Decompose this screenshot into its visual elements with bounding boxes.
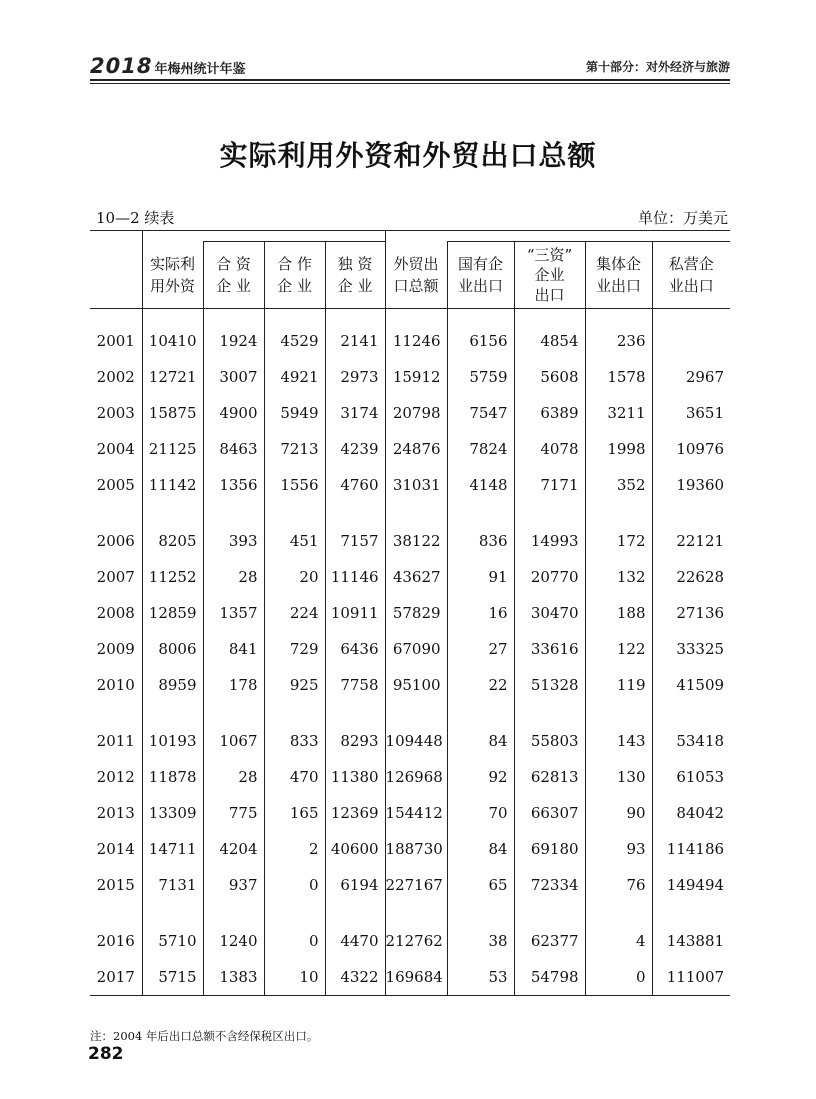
year-cell: 2012 [96,768,135,786]
value-cell: 70 [447,795,514,831]
value-cell: 4529 [264,323,325,359]
value-cell: 2973 [325,359,385,395]
value-cell: 69180 [514,831,585,867]
value-cell: 91 [447,559,514,595]
spacer-cell [385,903,447,923]
value-cell: 833 [264,723,325,759]
header-line: 出口 [534,286,565,304]
value-cell: 7547 [447,395,514,431]
header-line: 实际利 [149,254,195,273]
value-cell: 19360 [652,467,730,503]
value-cell: 5759 [447,359,514,395]
value-cell: 11146 [325,559,385,595]
table-row [90,867,730,903]
header-three-capital [514,242,585,309]
value-cell: 1383 [203,959,264,996]
value-cell: 1240 [203,923,264,959]
value-cell: 937 [203,867,264,903]
spacer-cell [264,503,325,523]
header-cooperative [264,242,325,309]
value-cell: 126968 [385,759,447,795]
header-actual-fdi [142,242,203,309]
value-cell: 4900 [203,395,264,431]
spacer-cell [447,503,514,523]
header-wholly-foreign [325,242,385,309]
value-cell: 0 [264,923,325,959]
table-spacer [90,703,730,723]
header-cell-export-group [447,231,730,242]
spacer-cell [142,903,203,923]
value-cell: 4470 [325,923,385,959]
header-line: 外贸出 [393,254,439,273]
year-cell: 2011 [96,732,135,750]
value-cell: 143881 [652,923,730,959]
value-cell: 11246 [385,323,447,359]
value-cell: 122 [585,631,652,667]
header-line: 企 业 [277,277,312,295]
value-cell: 7131 [142,867,203,903]
year-cell: 2007 [96,568,135,586]
value-cell: 841 [203,631,264,667]
table-row [90,359,730,395]
table-row [90,631,730,667]
value-cell: 393 [203,523,264,559]
header-joint-venture [203,242,264,309]
value-cell: 6156 [447,323,514,359]
value-cell: 188 [585,595,652,631]
value-cell: 6436 [325,631,385,667]
value-cell: 16 [447,595,514,631]
value-cell: 4148 [447,467,514,503]
year-cell: 2010 [96,676,135,694]
value-cell: 1924 [203,323,264,359]
value-cell: 57829 [385,595,447,631]
value-cell: 7171 [514,467,585,503]
table-row [90,795,730,831]
value-cell: 4760 [325,467,385,503]
value-cell: 15875 [142,395,203,431]
spacer-cell [514,903,585,923]
spacer-cell [142,703,203,723]
value-cell: 4921 [264,359,325,395]
value-cell: 3651 [652,395,730,431]
value-cell: 2967 [652,359,730,395]
table-row [90,959,730,996]
header-line: 集体企 [596,255,642,273]
value-cell: 8293 [325,723,385,759]
value-cell: 14711 [142,831,203,867]
value-cell: 41509 [652,667,730,703]
spacer-cell [90,903,142,923]
value-cell: 11380 [325,759,385,795]
year-cell: 2014 [96,840,135,858]
header-cell-fdi-top [142,231,203,242]
value-cell: 21125 [142,431,203,467]
header-line: 企 业 [216,277,251,295]
value-cell: 10911 [325,595,385,631]
header-year [90,242,142,309]
header-line: 国有企 [458,255,504,273]
value-cell: 470 [264,759,325,795]
value-cell: 925 [264,667,325,703]
value-cell: 3174 [325,395,385,431]
value-cell: 20770 [514,559,585,595]
spacer-cell [203,903,264,923]
table-row [90,831,730,867]
value-cell: 76 [585,867,652,903]
value-cell: 119 [585,667,652,703]
value-cell: 7824 [447,431,514,467]
spacer-cell [264,703,325,723]
spacer-cell [90,503,142,523]
value-cell: 2 [264,831,325,867]
header-line: 业出口 [668,277,714,295]
value-cell: 7157 [325,523,385,559]
value-cell: 836 [447,523,514,559]
header-line: 合 作 [277,255,312,273]
value-cell [652,323,730,359]
value-cell: 11252 [142,559,203,595]
value-cell: 114186 [652,831,730,867]
spacer-cell [264,309,325,324]
value-cell: 14993 [514,523,585,559]
year-cell: 2009 [96,640,135,658]
value-cell: 212762 [385,923,447,959]
value-cell: 178 [203,667,264,703]
value-cell: 1356 [203,467,264,503]
value-cell: 130 [585,759,652,795]
year-cell: 2001 [96,332,135,350]
spacer-cell [385,309,447,324]
value-cell: 40600 [325,831,385,867]
value-cell: 111007 [652,959,730,996]
value-cell: 20 [264,559,325,595]
value-cell: 10976 [652,431,730,467]
value-cell: 5715 [142,959,203,996]
value-cell: 93 [585,831,652,867]
value-cell: 72334 [514,867,585,903]
spacer-cell [325,903,385,923]
header-line: 业出口 [458,277,504,295]
table-row [90,323,730,359]
page-number: 282 [88,1044,124,1064]
value-cell: 92 [447,759,514,795]
value-cell: 84042 [652,795,730,831]
value-cell: 6194 [325,867,385,903]
spacer-cell [447,309,514,324]
value-cell: 84 [447,723,514,759]
yearbook-name: 年梅州统计年鉴 [154,62,246,77]
year-cell: 2003 [96,404,135,422]
value-cell: 5710 [142,923,203,959]
value-cell: 0 [264,867,325,903]
spacer-cell [325,703,385,723]
value-cell: 3007 [203,359,264,395]
header-line: 合 资 [216,255,251,273]
header-rule-thin [90,83,730,84]
spacer-cell [264,903,325,923]
table-row [90,723,730,759]
value-cell: 149494 [652,867,730,903]
value-cell: 10193 [142,723,203,759]
value-cell: 31031 [385,467,447,503]
table-spacer [90,309,730,324]
value-cell: 4239 [325,431,385,467]
value-cell: 65 [447,867,514,903]
value-cell: 33616 [514,631,585,667]
year-cell: 2005 [96,476,135,494]
value-cell: 451 [264,523,325,559]
header-line: 企 业 [337,277,373,295]
spacer-cell [447,903,514,923]
spacer-cell [203,503,264,523]
value-cell: 27 [447,631,514,667]
header-line: 独 资 [337,255,373,273]
value-cell: 4854 [514,323,585,359]
value-cell: 61053 [652,759,730,795]
value-cell: 1556 [264,467,325,503]
value-cell: 224 [264,595,325,631]
value-cell: 54798 [514,959,585,996]
value-cell: 27136 [652,595,730,631]
value-cell: 8959 [142,667,203,703]
value-cell: 67090 [385,631,447,667]
spacer-cell [203,703,264,723]
table-row [90,667,730,703]
spacer-cell [652,903,730,923]
table-row [90,431,730,467]
value-cell: 10 [264,959,325,996]
spacer-cell [514,309,585,324]
section-title: 第十部分：对外经济与旅游 [585,60,730,74]
header-line: 企业 [534,266,565,284]
spacer-cell [203,309,264,324]
value-cell: 188730 [385,831,447,867]
spacer-cell [90,309,142,324]
spacer-cell [585,503,652,523]
page-title: 实际利用外资和外贸出口总额 [219,139,597,172]
value-cell: 30470 [514,595,585,631]
spacer-cell [652,503,730,523]
value-cell: 84 [447,831,514,867]
value-cell: 66307 [514,795,585,831]
spacer-cell [652,703,730,723]
table-row [90,759,730,795]
spacer-cell [142,503,203,523]
value-cell: 1067 [203,723,264,759]
value-cell: 729 [264,631,325,667]
value-cell: 22121 [652,523,730,559]
value-cell: 13309 [142,795,203,831]
value-cell: 4204 [203,831,264,867]
value-cell: 22 [447,667,514,703]
value-cell: 2141 [325,323,385,359]
value-cell: 7758 [325,667,385,703]
spacer-cell [142,309,203,324]
value-cell: 12721 [142,359,203,395]
year-cell: 2004 [96,440,135,458]
value-cell: 154412 [385,795,447,831]
value-cell: 38 [447,923,514,959]
value-cell: 28 [203,559,264,595]
value-cell: 43627 [385,559,447,595]
value-cell: 109448 [385,723,447,759]
value-cell: 90 [585,795,652,831]
year-cell: 2008 [96,604,135,622]
table-row [90,595,730,631]
spacer-cell [585,903,652,923]
table-spacer [90,503,730,523]
spacer-cell [585,309,652,324]
year-cell: 2016 [96,932,135,950]
value-cell: 11142 [142,467,203,503]
value-cell: 51328 [514,667,585,703]
value-cell: 38122 [385,523,447,559]
header-line: 口总额 [393,276,439,295]
value-cell: 5949 [264,395,325,431]
header-cell-year [90,231,142,242]
value-cell: 4078 [514,431,585,467]
value-cell: 62813 [514,759,585,795]
header-private [652,242,730,309]
table-id: 10—2 续表 [96,209,175,227]
value-cell: 8463 [203,431,264,467]
value-cell: 5608 [514,359,585,395]
spacer-cell [325,503,385,523]
value-cell: 132 [585,559,652,595]
spacer-cell [585,703,652,723]
value-cell: 53 [447,959,514,996]
spacer-cell [325,309,385,324]
value-cell: 22628 [652,559,730,595]
header-cell-export-top [385,231,447,242]
yearbook-year: 2018 [90,54,153,78]
year-cell: 2006 [96,532,135,550]
table-row [90,923,730,959]
header-export-total [385,242,447,309]
year-cell: 2017 [90,959,142,996]
value-cell: 53418 [652,723,730,759]
table-row [90,523,730,559]
value-cell: 28 [203,759,264,795]
value-cell: 352 [585,467,652,503]
value-cell: 8006 [142,631,203,667]
value-cell: 10410 [142,323,203,359]
value-cell: 55803 [514,723,585,759]
value-cell: 4 [585,923,652,959]
table-row [90,559,730,595]
header-line: “三资” [526,246,573,264]
spacer-cell [385,503,447,523]
value-cell: 12369 [325,795,385,831]
value-cell: 1998 [585,431,652,467]
value-cell: 12859 [142,595,203,631]
value-cell: 165 [264,795,325,831]
value-cell: 62377 [514,923,585,959]
value-cell: 95100 [385,667,447,703]
value-cell: 3211 [585,395,652,431]
value-cell: 1578 [585,359,652,395]
running-header [90,54,730,78]
spacer-cell [652,309,730,324]
value-cell: 236 [585,323,652,359]
header-cell-fdi-group [203,231,385,242]
value-cell: 172 [585,523,652,559]
year-cell: 2015 [96,876,135,894]
header-collective [585,242,652,309]
header-rule [90,79,730,81]
header-line: 用外资 [149,276,195,295]
spacer-cell [385,703,447,723]
spacer-cell [447,703,514,723]
header-line: 业出口 [596,277,642,295]
value-cell: 1357 [203,595,264,631]
value-cell: 227167 [385,867,447,903]
value-cell: 7213 [264,431,325,467]
spacer-cell [90,703,142,723]
value-cell: 143 [585,723,652,759]
footnote: 注：2004 年后出口总额不含经保税区出口。 [90,1029,319,1043]
table-spacer [90,903,730,923]
value-cell: 169684 [385,959,447,996]
year-cell: 2002 [96,368,135,386]
spacer-cell [514,703,585,723]
value-cell: 24876 [385,431,447,467]
value-cell: 11878 [142,759,203,795]
value-cell: 15912 [385,359,447,395]
yearbook-title [90,54,245,78]
value-cell: 0 [585,959,652,996]
table-body [90,309,730,996]
spacer-cell [514,503,585,523]
table-row [90,395,730,431]
value-cell: 20798 [385,395,447,431]
table-row [90,467,730,503]
header-line: 私营企 [668,255,714,273]
value-cell: 6389 [514,395,585,431]
value-cell: 775 [203,795,264,831]
value-cell: 8205 [142,523,203,559]
unit-label: 单位：万美元 [637,209,728,227]
value-cell: 33325 [652,631,730,667]
value-cell: 4322 [325,959,385,996]
data-table [90,230,730,996]
year-cell: 2013 [96,804,135,822]
header-state-owned [447,242,514,309]
